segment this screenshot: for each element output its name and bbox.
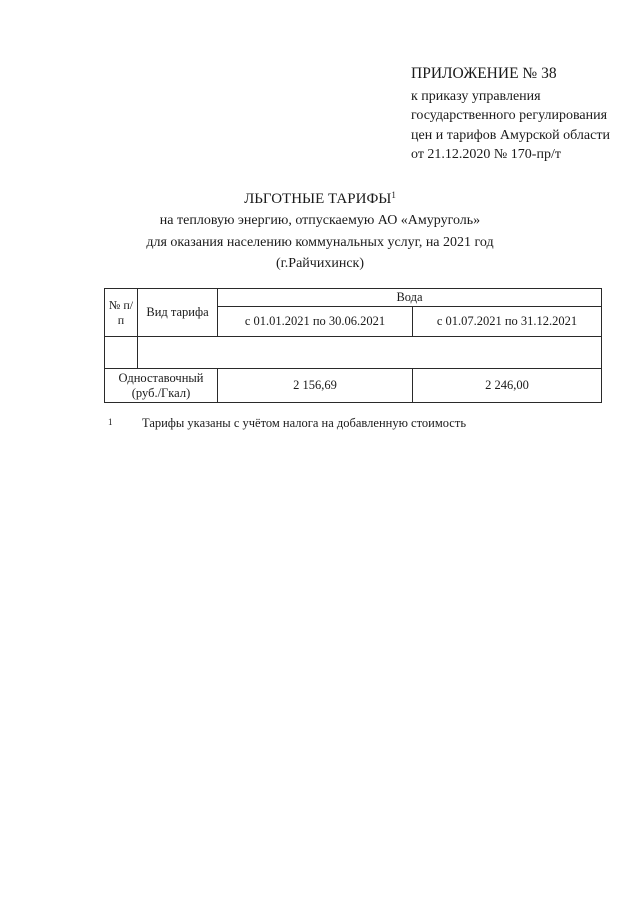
footnote-mark: 1 — [108, 417, 113, 427]
title-footnote-mark: 1 — [391, 190, 396, 200]
header-tariff-type: Вид тарифа — [138, 289, 218, 337]
header-period: с 01.01.2021 по 30.06.2021 — [218, 307, 413, 337]
heading-line: для оказания населению коммунальных услуг, на 2021 год — [146, 234, 494, 250]
table-row — [105, 369, 602, 403]
empty-cell — [105, 337, 138, 369]
document-title-text: ЛЬГОТНЫЕ ТАРИФЫ — [244, 191, 392, 207]
annex-line: от 21.12.2020 № 170-пр/т — [411, 147, 561, 162]
tariff-table — [104, 288, 602, 403]
document-title — [120, 188, 520, 210]
header-period: с 01.07.2021 по 31.12.2021 — [413, 307, 602, 337]
document-heading — [120, 188, 520, 275]
footnote — [108, 416, 466, 431]
tariff-value-cell: 2 246,00 — [413, 369, 602, 403]
annex-title: ПРИЛОЖЕНИЕ № 38 — [411, 65, 557, 82]
footnote-text: Тарифы указаны с учётом налога на добавленную стоимость — [142, 416, 467, 430]
annex-line: государственного регулирования — [411, 108, 608, 123]
heading-line: (г.Райчихинск) — [275, 256, 364, 271]
tariff-value-cell: 2 156,69 — [218, 369, 413, 403]
empty-cell — [138, 337, 602, 369]
annex-line: к приказу управления — [411, 88, 541, 104]
annex-line: цен и тарифов Амурской области — [411, 127, 610, 143]
heading-line: на тепловую энергию, отпускаемую АО «Амуруголь» — [159, 213, 481, 228]
table-empty-row — [105, 337, 602, 369]
header-number: № п/п — [105, 289, 138, 337]
annex-block — [411, 64, 636, 165]
tariff-type-cell: Одноставочный (руб./Гкал) — [105, 369, 218, 403]
table-header-row — [105, 289, 602, 307]
header-water: Вода — [218, 289, 602, 307]
